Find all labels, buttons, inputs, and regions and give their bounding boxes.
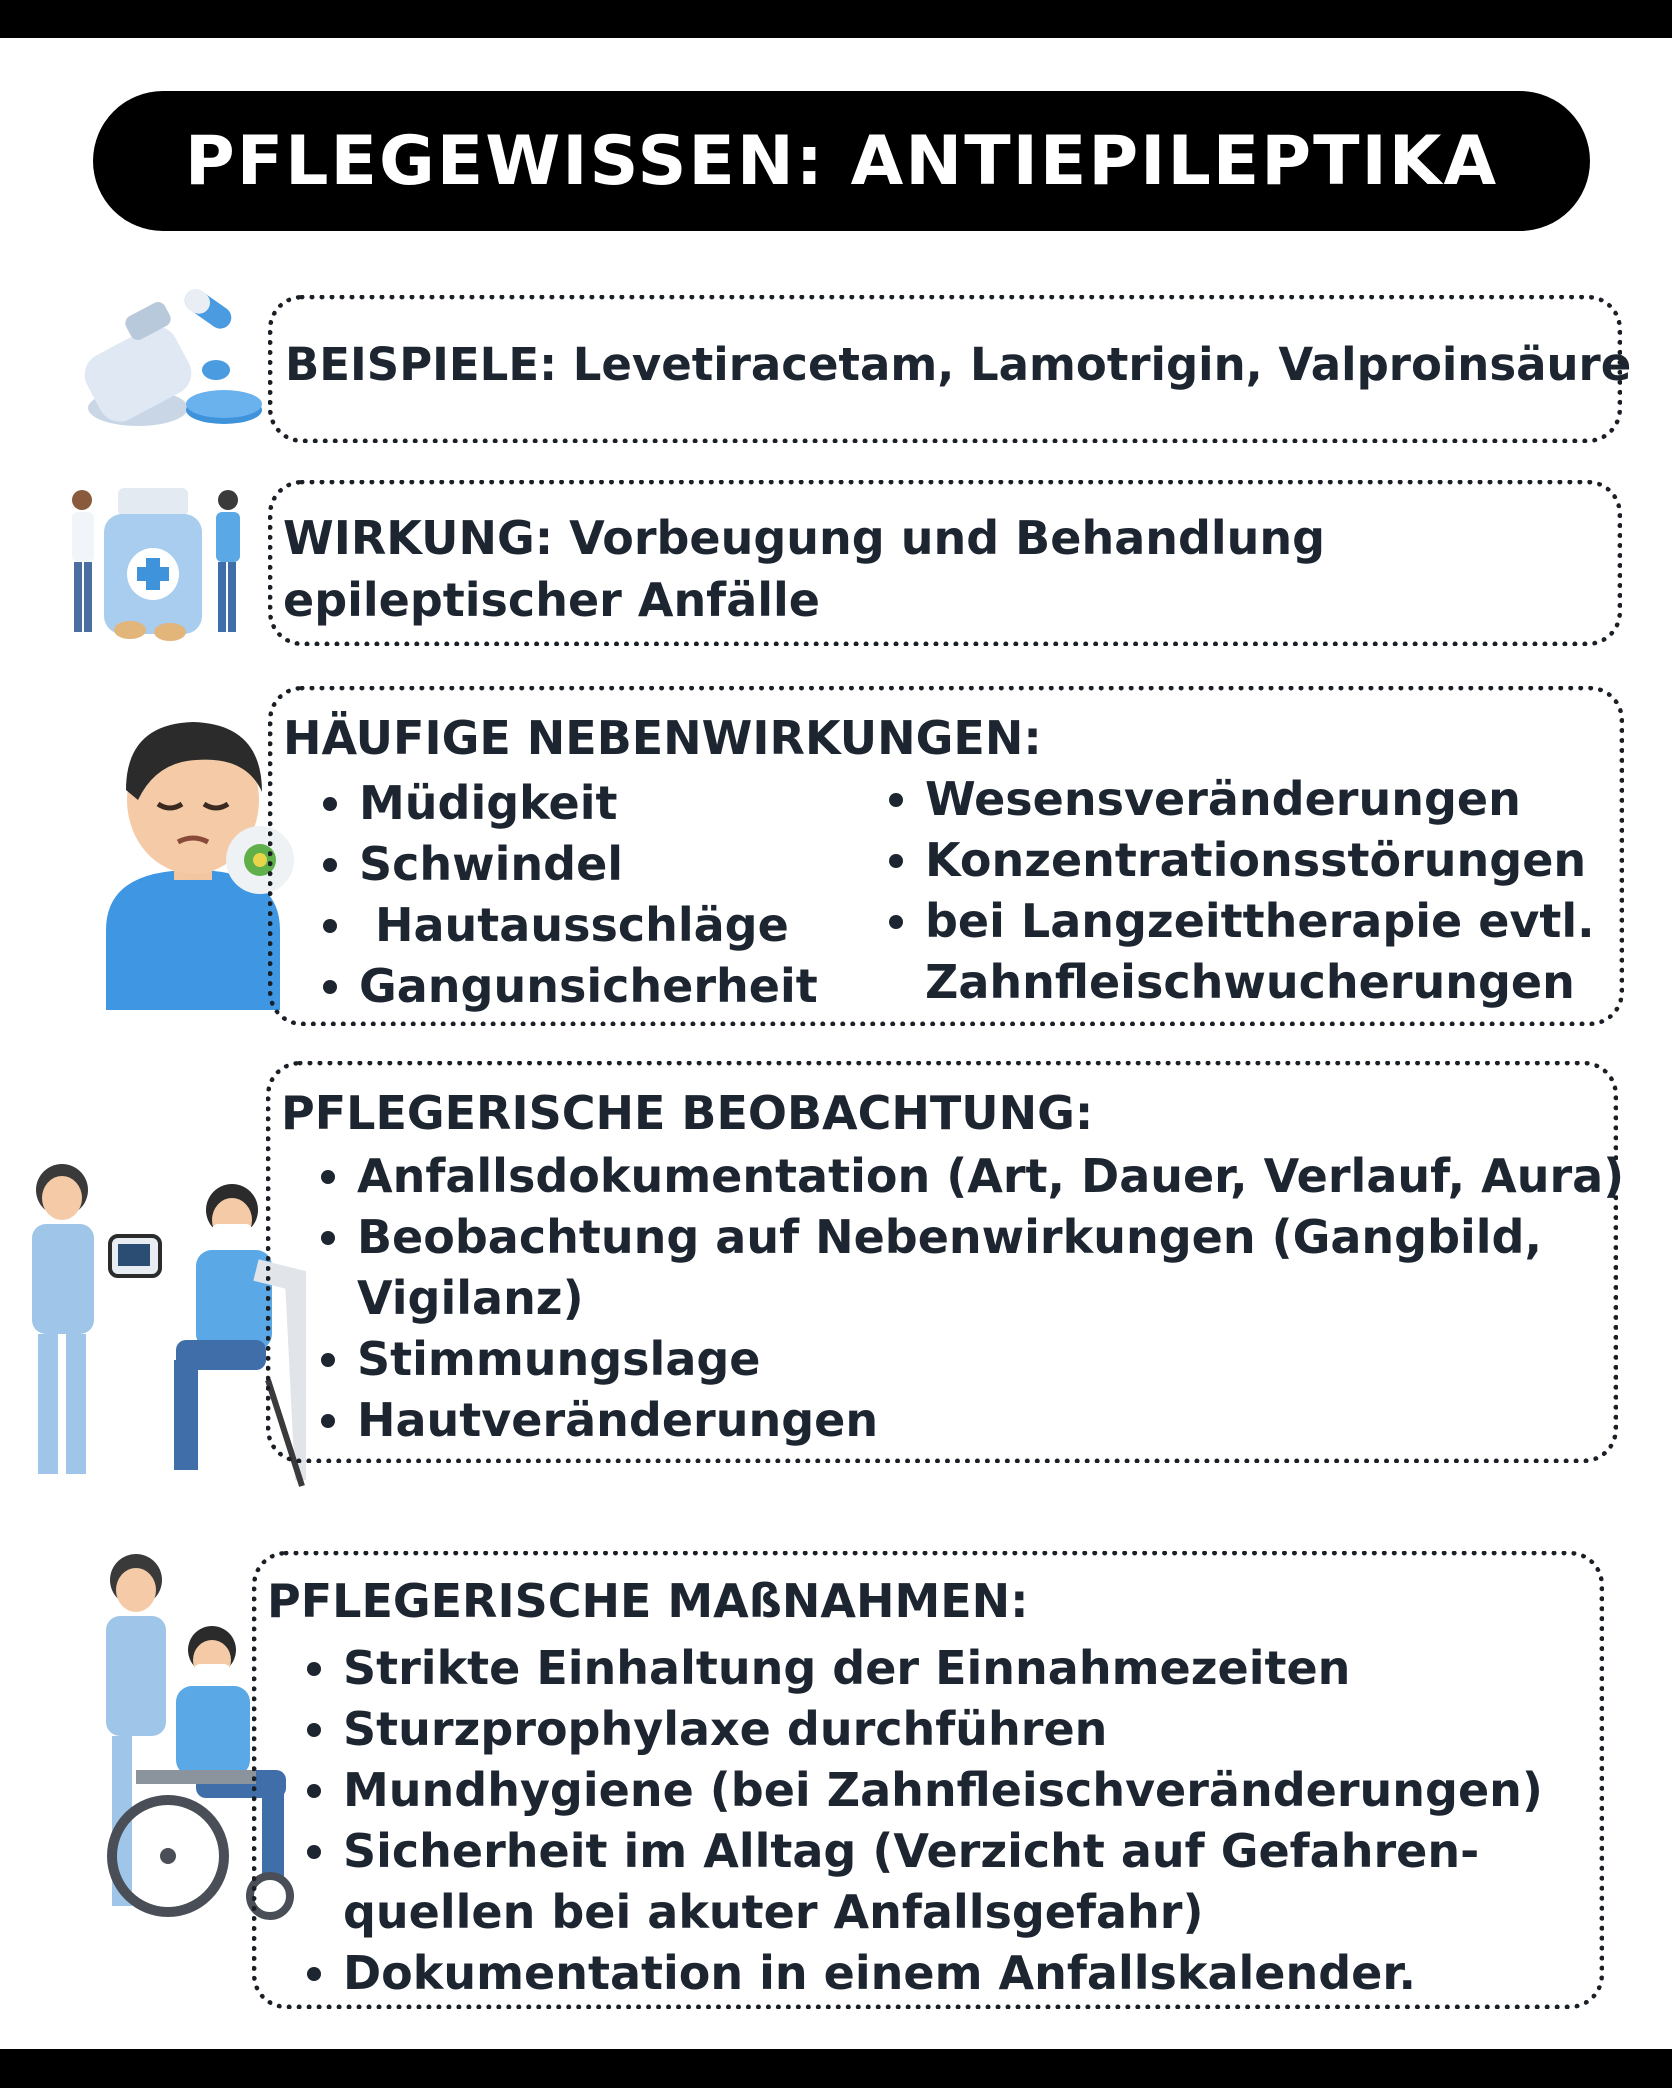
top-black-bar <box>0 0 1672 38</box>
list-item: Konzentrationsstörungen <box>881 830 1595 891</box>
nurse-blood-pressure-icon <box>6 1150 306 1490</box>
nebenwirkungen-list-right <box>881 769 1595 1013</box>
page-title-banner <box>93 91 1590 231</box>
list-item: Hautausschläge <box>315 895 818 956</box>
list-item: Dokumentation in einem Anfallskalender. <box>299 1943 1543 2004</box>
list-item: Strikte Einhaltung der Einnahmezeiten <box>299 1638 1543 1699</box>
massnahmen-list <box>299 1638 1543 2004</box>
list-item: Wesensveränderungen <box>881 769 1595 830</box>
list-item: Sturzprophylaxe durchführen <box>299 1699 1543 1760</box>
list-item: Stimmungslage <box>313 1329 1624 1390</box>
beispiele-box <box>268 295 1632 443</box>
list-item: bei Langzeittherapie evtl. <box>881 891 1595 952</box>
nebenwirkungen-heading: HÄUFIGE NEBENWIRKUNGEN: <box>283 711 1042 765</box>
nebenwirkungen-box <box>268 686 1624 1026</box>
page-title: PFLEGEWISSEN: ANTIEPILEPTIKA <box>184 121 1499 201</box>
beobachtung-heading: PFLEGERISCHE BEOBACHTUNG: <box>281 1086 1094 1140</box>
medicine-bottle-icon <box>60 470 260 650</box>
massnahmen-heading: PFLEGERISCHE MAßNAHMEN: <box>267 1574 1029 1628</box>
list-item: Beobachtung auf Nebenwirkungen (Gangbild, <box>313 1207 1624 1268</box>
wirkung-line-2: epileptischer Anfälle <box>283 573 820 627</box>
massnahmen-box <box>252 1551 1604 2009</box>
beobachtung-box <box>266 1061 1625 1463</box>
wirkung-line-1: WIRKUNG: Vorbeugung und Behandlung <box>283 511 1326 565</box>
beobachtung-list <box>313 1146 1624 1451</box>
list-item: Müdigkeit <box>315 773 818 834</box>
pills-icon <box>66 288 266 448</box>
list-item: Schwindel <box>315 834 818 895</box>
nebenwirkungen-list-left <box>315 773 818 1017</box>
list-item-continuation: Zahnfleischwucherungen <box>925 955 1575 1009</box>
list-item-continuation: quellen bei akuter Anfallsgefahr) <box>343 1885 1204 1939</box>
wirkung-text <box>283 507 1325 631</box>
wirkung-box <box>268 480 1622 646</box>
list-item: Hautveränderungen <box>313 1390 1624 1451</box>
list-item: Mundhygiene (bei Zahnfleischveränderungen) <box>299 1760 1543 1821</box>
list-item-continuation: Vigilanz) <box>357 1271 584 1325</box>
list-item: Sicherheit im Alltag (Verzicht auf Gefahren- <box>299 1821 1543 1882</box>
list-item: Gangunsicherheit <box>315 956 818 1017</box>
list-item: Anfallsdokumentation (Art, Dauer, Verlauf, Aura) <box>313 1146 1624 1207</box>
bottom-black-bar <box>0 2049 1672 2088</box>
beispiele-text: BEISPIELE: Levetiracetam, Lamotrigin, Valproinsäure <box>285 338 1632 391</box>
